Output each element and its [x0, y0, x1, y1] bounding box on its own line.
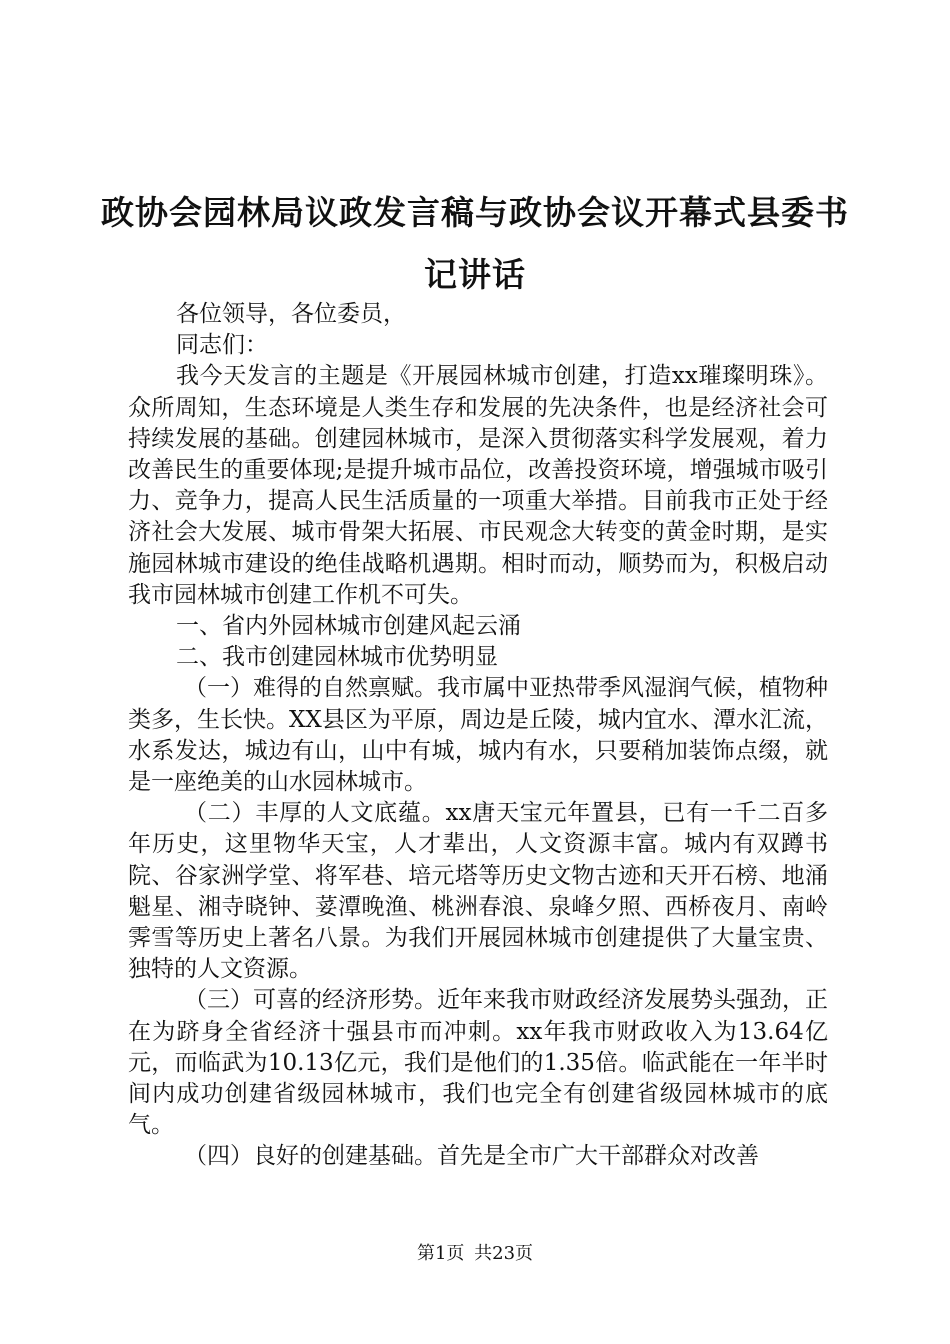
salutation-line: 同志们：	[176, 332, 268, 359]
body-paragraph: （三）可喜的经济形势。近年来我市财政经济发展势头强劲，正在为跻身全省经济十强县市而冲刺。xx年我市财政收入为13.64亿元，而临武为10.13亿元，我们是他们的1.35倍。临武能在一年半时间内成功创建省级园林城市，我们也完全有创建省级园林城市的底气。	[128, 987, 828, 1139]
section-heading: 二、我市创建园林城市优势明显	[176, 644, 498, 671]
body-paragraph: 我今天发言的主题是《开展园林城市创建，打造xx璀璨明珠》。众所周知，生态环境是人类生存和发展的先决条件，也是经济社会可持续发展的基础。创建园林城市，是深入贯彻落实科学发展观，着力改善民生的重要体现;是提升城市品位，改善投资环境，增强城市吸引力、竞争力，提高人民生活质量的一项重大举措。目前我市正处于经济社会大发展、城市骨架大拓展、市民观念大转变的黄金时期，是实施园林城市建设的绝佳战略机遇期。相时而动，顺势而为，积极启动我市园林城市创建工作机不可失。	[128, 363, 828, 608]
page-number: 第1页	[416, 1243, 465, 1264]
body-paragraph: （一）难得的自然禀赋。我市属中亚热带季风湿润气候，植物种类多，生长快。XX县区为平原，周边是丘陵，城内宜水、潭水汇流，水系发达，城边有山，山中有城，城内有水，只要稍加装饰点缀，就是一座绝美的山水园林城市。	[128, 675, 828, 796]
document-body	[128, 299, 828, 1173]
document-title: 政协会园林局议政发言稿与政协会议开幕式县委书记讲话	[101, 193, 849, 294]
salutation-line: 各位领导，各位委员，	[176, 301, 406, 327]
body-paragraph: （四）良好的创建基础。首先是全市广大干部群众对改善	[184, 1143, 759, 1170]
page-footer	[0, 1242, 950, 1266]
page-total: 共23页	[474, 1243, 534, 1264]
body-paragraph: （二）丰厚的人文底蕴。xx唐天宝元年置县，已有一千二百多年历史，这里物华天宝，人才辈出，人文资源丰富。城内有双蹲书院、谷家洲学堂、将军巷、培元塔等历史文物古迹和天开石榜、地涌魁星、湘寺晓钟、荽潭晚渔、桃洲春浪、泉峰夕照、西桥夜月、南岭霁雪等历史上著名八景。为我们开展园林城市创建提供了大量宝贵、独特的人文资源。	[128, 800, 828, 983]
section-heading: 一、省内外园林城市创建风起云涌	[176, 613, 521, 640]
